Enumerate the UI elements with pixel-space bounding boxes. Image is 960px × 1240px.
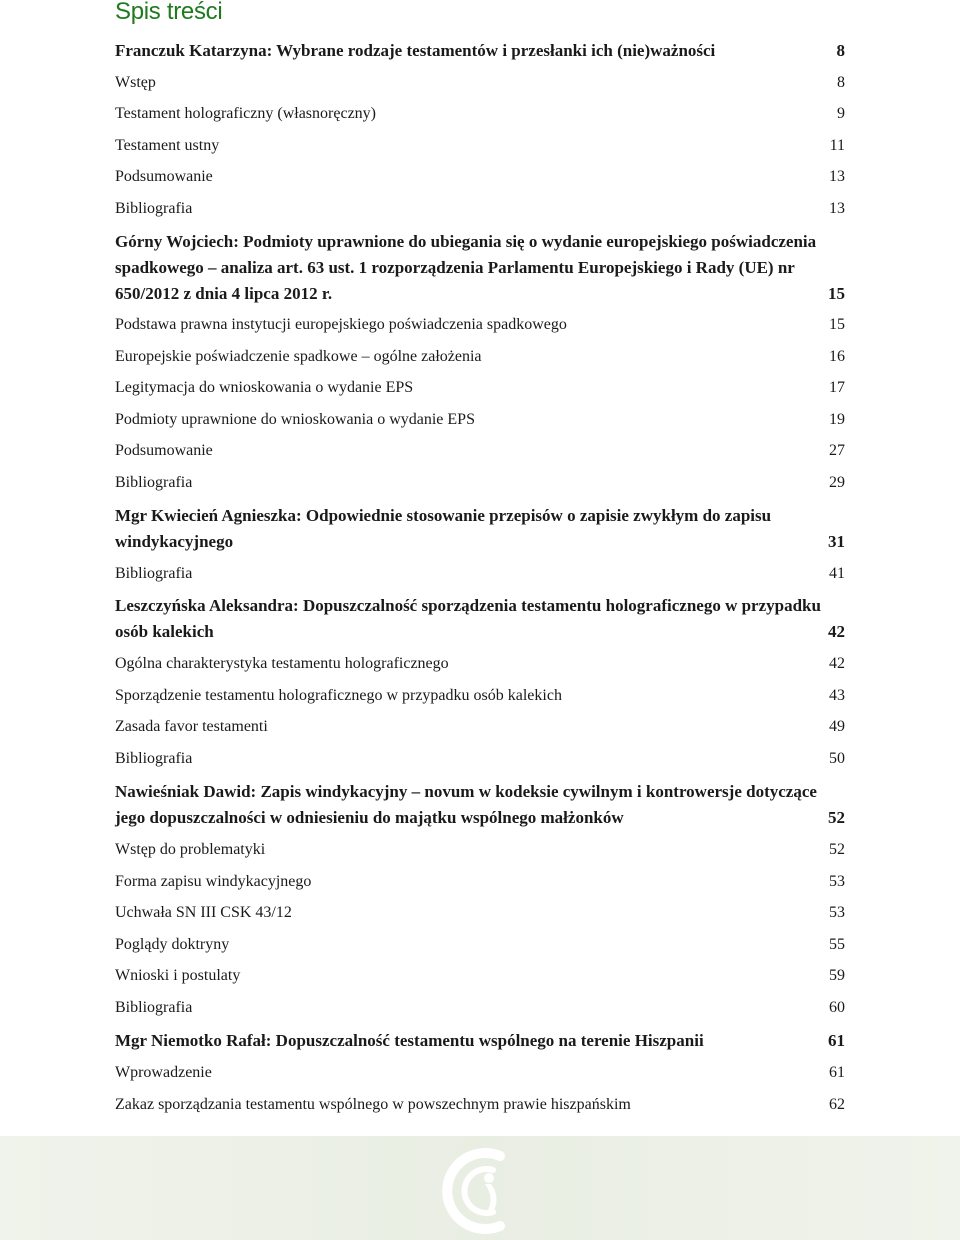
toc-entry-page: 55 — [829, 936, 845, 953]
toc-entry-page: 19 — [829, 411, 845, 428]
toc-entry-text: Wnioski i postulaty — [115, 967, 241, 984]
toc-entry-text: Wstęp do problematyki — [115, 841, 266, 858]
toc-entry-text: Nawieśniak Dawid: Zapis windykacyjny – novum w kodeksie cywilnym i kontrowersje dotyczące jego dopuszczalności w odniesieniu do majątku wspólnego małżonków — [115, 782, 817, 827]
toc-entry[interactable] — [115, 196, 845, 222]
toc-entry-text: Zakaz sporządzania testamentu wspólnego w powszechnym prawie hiszpańskim — [115, 1096, 631, 1113]
toc-entry-page: 8 — [837, 74, 845, 91]
toc-entry[interactable] — [115, 38, 845, 64]
toc-entry-text: Bibliografia — [115, 474, 193, 491]
toc-entry[interactable] — [115, 312, 845, 338]
toc-entry[interactable] — [115, 438, 845, 464]
toc-entry-page: 61 — [829, 1064, 845, 1081]
toc-entry-page: 13 — [829, 200, 845, 217]
toc-entry-page: 43 — [829, 687, 845, 704]
toc-entry-text: Wstęp — [115, 74, 156, 91]
toc-entry-text: Forma zapisu windykacyjnego — [115, 873, 312, 890]
toc-entry-page: 31 — [828, 532, 845, 551]
toc-entry-page: 9 — [837, 105, 845, 122]
toc-entry[interactable] — [115, 932, 845, 958]
toc-entry-text: Legitymacja do wnioskowania o wydanie EPS — [115, 379, 414, 396]
toc-entry-page: 52 — [828, 808, 845, 827]
toc-entry-text: Bibliografia — [115, 200, 193, 217]
toc-entry-page: 61 — [828, 1031, 845, 1050]
toc-entry-text: Leszczyńska Aleksandra: Dopuszczalność sporządzenia testamentu holograficznego w przypadku osób kalekich — [115, 596, 821, 641]
toc-entry-page: 13 — [829, 168, 845, 185]
toc-entry[interactable] — [115, 995, 845, 1021]
toc-entry-text: Podsumowanie — [115, 442, 213, 459]
toc-entry-text: Europejskie poświadczenie spadkowe – ogólne założenia — [115, 348, 482, 365]
toc-entry[interactable] — [115, 229, 845, 307]
toc-entry-page: 60 — [829, 999, 845, 1016]
toc-entry-page: 49 — [829, 718, 845, 735]
toc-entry-page: 59 — [829, 967, 845, 984]
toc-entry-text: Ogólna charakterystyka testamentu holograficznego — [115, 655, 449, 672]
toc-entry[interactable] — [115, 101, 845, 127]
toc-entry-text: Podmioty uprawnione do wnioskowania o wydanie EPS — [115, 411, 475, 428]
toc-entry[interactable] — [115, 900, 845, 926]
toc-entry-text: Bibliografia — [115, 565, 193, 582]
toc-entry[interactable] — [115, 746, 845, 772]
toc-entry[interactable] — [115, 593, 845, 645]
toc-entry-text: Bibliografia — [115, 999, 193, 1016]
toc-entry-page: 29 — [829, 474, 845, 491]
toc-entry[interactable] — [115, 714, 845, 740]
toc-entry-text: Górny Wojciech: Podmioty uprawnione do ubiegania się o wydanie europejskiego poświadczenia spadkowego – analiza art. 63 ust. 1 rozporządzenia Parlamentu Europejskiego i Rady (UE) nr 650/2012 z dnia 4 lipca 2012 r. — [115, 232, 817, 303]
toc-entry[interactable] — [115, 503, 845, 555]
toc-entry-text: Sporządzenie testamentu holograficznego w przypadku osób kalekich — [115, 687, 562, 704]
toc-entry-page: 15 — [828, 284, 845, 303]
toc-entry-page: 8 — [836, 41, 845, 60]
toc-entry-text: Wprowadzenie — [115, 1064, 212, 1081]
toc-entry-text: Uchwała SN III CSK 43/12 — [115, 904, 292, 921]
toc-entry-page: 53 — [829, 904, 845, 921]
toc-entry-page: 16 — [829, 348, 845, 365]
toc-entry-text: Testament ustny — [115, 137, 220, 154]
toc-entry-page: 42 — [828, 622, 845, 641]
toc-entry[interactable] — [115, 1060, 845, 1086]
toc-entry[interactable] — [115, 375, 845, 401]
toc-entry-text: Bibliografia — [115, 750, 193, 767]
toc-entry-page: 52 — [829, 841, 845, 858]
toc-entry[interactable] — [115, 470, 845, 496]
toc-entry-text: Mgr Niemotko Rafał: Dopuszczalność testamentu wspólnego na terenie Hiszpanii — [115, 1031, 704, 1050]
toc-entry[interactable] — [115, 683, 845, 709]
toc-entry[interactable] — [115, 344, 845, 370]
toc-entry-text: Podstawa prawna instytucji europejskiego poświadczenia spadkowego — [115, 316, 567, 333]
toc-entry-page: 62 — [829, 1096, 845, 1113]
toc-entry[interactable] — [115, 1092, 845, 1118]
toc-entry-page: 17 — [829, 379, 845, 396]
toc-entry[interactable] — [115, 963, 845, 989]
toc-entry-page: 53 — [829, 873, 845, 890]
monogram-logo-icon — [437, 1142, 527, 1240]
toc-entry-text: Testament holograficzny (własnoręczny) — [115, 105, 376, 122]
toc-entry[interactable] — [115, 837, 845, 863]
toc-entry-page: 50 — [829, 750, 845, 767]
toc-entry-page: 27 — [829, 442, 845, 459]
toc-entry[interactable] — [115, 164, 845, 190]
toc-entry[interactable] — [115, 651, 845, 677]
toc-entry[interactable] — [115, 133, 845, 159]
toc-entry[interactable] — [115, 779, 845, 831]
toc-title: Spis treści — [115, 0, 223, 25]
toc-entry-text: Podsumowanie — [115, 168, 213, 185]
toc-entry[interactable] — [115, 407, 845, 433]
toc-entry-page: 41 — [829, 565, 845, 582]
toc-entry[interactable] — [115, 70, 845, 96]
toc-entry-page: 11 — [829, 137, 845, 154]
toc-entry[interactable] — [115, 561, 845, 587]
toc-entry-text: Franczuk Katarzyna: Wybrane rodzaje testamentów i przesłanki ich (nie)ważności — [115, 41, 716, 60]
toc-entry[interactable] — [115, 869, 845, 895]
toc-entry-page: 15 — [829, 316, 845, 333]
toc-entry-text: Mgr Kwiecień Agnieszka: Odpowiednie stosowanie przepisów o zapisie zwykłym do zapisu windykacyjnego — [115, 506, 772, 551]
toc-entry[interactable] — [115, 1028, 845, 1054]
toc-entry-text: Zasada favor testamenti — [115, 718, 268, 735]
toc-entry-page: 42 — [829, 655, 845, 672]
toc-entry-text: Poglądy doktryny — [115, 936, 230, 953]
